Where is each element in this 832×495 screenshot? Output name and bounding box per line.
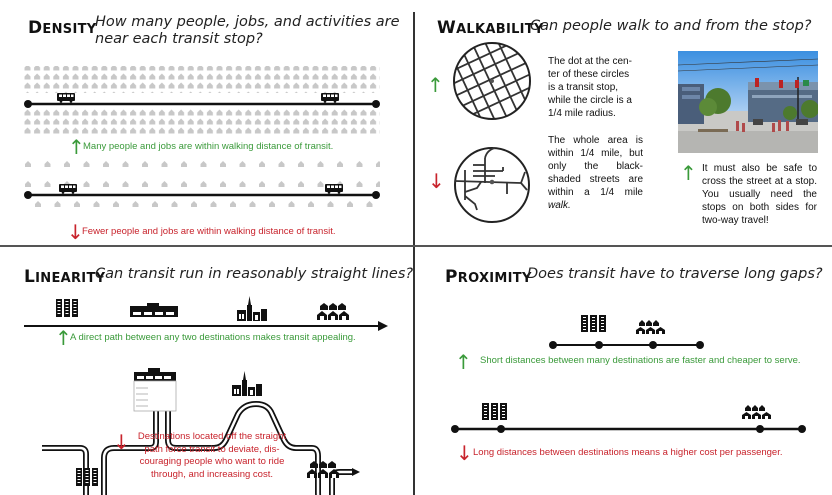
up-arrow-icon: ↑	[427, 73, 444, 97]
down-arrow-icon: ↓	[113, 430, 130, 454]
apartment-towers-icon	[56, 299, 78, 317]
photo-caption: It must also be safe to cross the street at a stop. You usually need the stops on both sides for two-way travel!	[702, 163, 817, 226]
density-question: How many people, jobs, and activities are near each transit stop?	[95, 14, 400, 47]
street-crossing-photo	[678, 51, 818, 153]
down-arrow-icon: ↓	[428, 169, 445, 193]
proximity-panel	[415, 248, 832, 495]
downtown-icon	[237, 296, 267, 321]
cul-de-sac-description: The whole area is within 1/4 mile, but only the black-shaded streets are within a 1/4 mile walk.	[548, 135, 643, 211]
up-arrow-icon: ↑	[455, 350, 472, 374]
grid-street-circle-icon	[430, 19, 556, 145]
up-arrow-icon: ↑	[68, 135, 85, 159]
linearity-negative-caption: Destinations located off the straight path force transit to deviate, dis- couraging people who want to ride through, and increasing cost.	[137, 431, 287, 480]
density-title: DENSITY	[28, 18, 97, 38]
building-icon	[24, 66, 380, 93]
walkability-question: Can people walk to and from the stop?	[530, 18, 812, 34]
up-arrow-icon: ↑	[680, 161, 697, 185]
down-arrow-icon: ↓	[67, 220, 84, 244]
grid-description: The dot at the cen- ter of these circles is a transit stop, while the circle is a 1/4 mile radius.	[548, 56, 632, 119]
linearity-question: Can transit run in reasonably straight lines?	[95, 266, 414, 282]
down-arrow-icon: ↓	[456, 441, 473, 465]
proximity-negative-caption: Long distances between destinations means a higher cost per passenger.	[473, 447, 783, 458]
proximity-title: PROXIMITY	[445, 267, 532, 287]
houses-icon	[317, 303, 349, 320]
density-negative-caption: Fewer people and jobs are within walking distance of transit.	[82, 226, 336, 237]
walkability-panel	[415, 0, 832, 246]
proximity-positive-caption: Short distances between many destinations are faster and cheaper to serve.	[480, 355, 801, 366]
linearity-positive-caption: A direct path between any two destinations makes transit appealing.	[70, 332, 356, 343]
density-panel	[0, 0, 414, 246]
density-diagram	[0, 0, 414, 246]
walkability-title: WALKABILITY	[437, 18, 544, 38]
linearity-title: LINEARITY	[24, 267, 106, 287]
density-positive-caption: Many people and jobs are within walking distance of transit.	[83, 141, 334, 152]
up-arrow-icon: ↑	[55, 326, 72, 350]
cul-de-sac-circle-icon	[455, 148, 529, 222]
mall-icon	[130, 303, 178, 317]
bus-icon	[57, 93, 75, 103]
linearity-panel	[0, 248, 414, 495]
proximity-question: Does transit have to traverse long gaps?	[527, 266, 823, 282]
